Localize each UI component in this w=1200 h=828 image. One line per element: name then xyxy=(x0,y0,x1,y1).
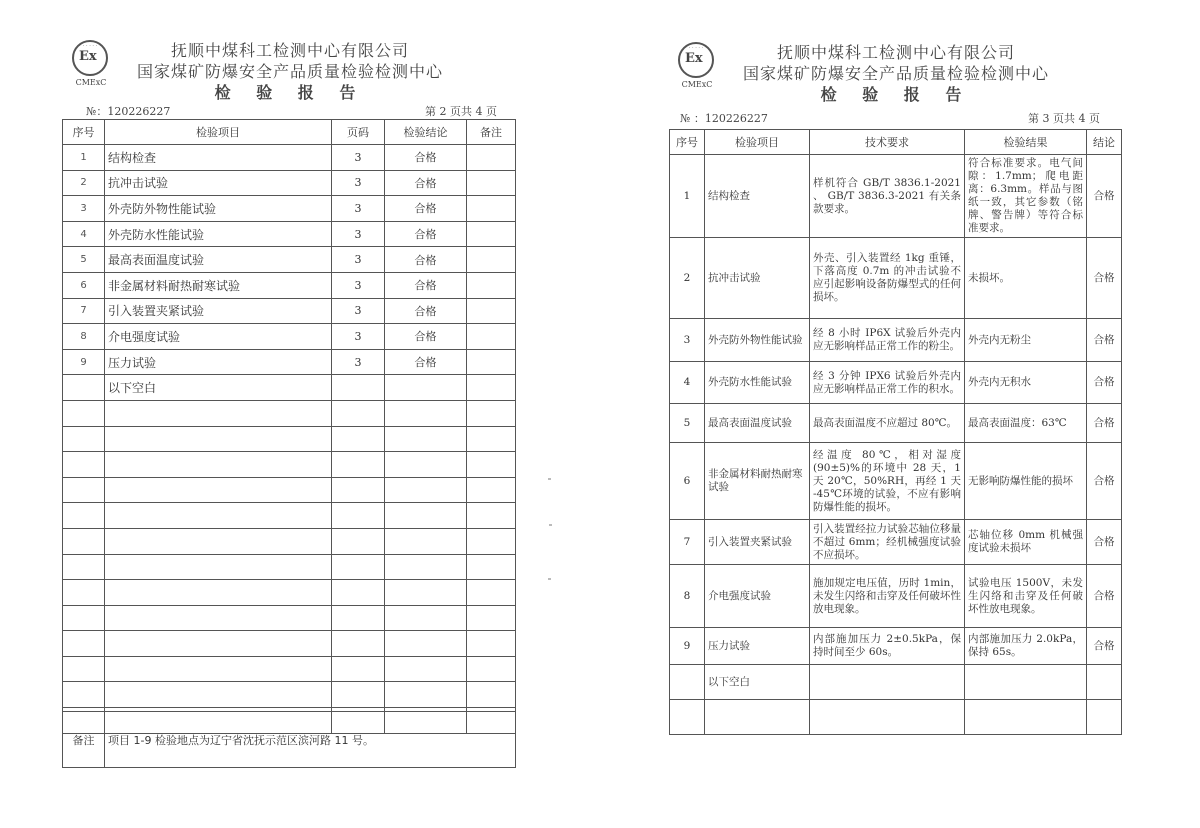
table-cell-remark xyxy=(467,528,516,554)
table-cell-item xyxy=(105,580,332,606)
table-cell-remark xyxy=(467,631,516,657)
table-cell-remark xyxy=(467,452,516,478)
table-cell-page: 3 xyxy=(332,247,385,273)
col-header: 检验项目 xyxy=(105,120,332,145)
table-cell-no xyxy=(670,665,705,700)
table-cell-conclusion xyxy=(385,605,467,631)
table-cell-item xyxy=(105,528,332,554)
table-cell-no: 5 xyxy=(670,404,705,443)
table-row xyxy=(63,247,516,273)
table-cell-item xyxy=(705,700,810,735)
table-cell-conclusion: 合格 xyxy=(385,272,467,298)
table-cell-page xyxy=(332,426,385,452)
table-cell-item xyxy=(105,503,332,529)
table-cell-page xyxy=(332,400,385,426)
table-cell-remark xyxy=(467,503,516,529)
table-row xyxy=(670,362,1122,404)
table-cell-conclusion: 合格 xyxy=(1087,155,1122,238)
table-row xyxy=(63,145,516,171)
detail-table xyxy=(669,129,1122,735)
table-cell-conclusion xyxy=(385,682,467,708)
table-row xyxy=(63,349,516,375)
table-cell-requirement xyxy=(810,665,965,700)
table-cell-conclusion xyxy=(385,477,467,503)
table-cell-item: 介电强度试验 xyxy=(705,565,810,628)
scan-speck xyxy=(548,578,551,580)
table-row xyxy=(670,565,1122,628)
table-row xyxy=(63,528,516,554)
table-cell-conclusion: 合格 xyxy=(1087,565,1122,628)
table-cell-conclusion xyxy=(385,375,467,401)
col-header: 结论 xyxy=(1087,130,1122,155)
table-cell-result xyxy=(965,665,1087,700)
table-cell-result: 无影响防爆性能的损坏 xyxy=(965,443,1087,520)
table-cell-no xyxy=(63,605,105,631)
table-cell-result: 外壳内无积水 xyxy=(965,362,1087,404)
table-cell-conclusion: 合格 xyxy=(1087,443,1122,520)
table-cell-item xyxy=(105,426,332,452)
table-cell-no xyxy=(63,554,105,580)
table-cell-item: 介电强度试验 xyxy=(105,324,332,350)
table-cell-item xyxy=(105,631,332,657)
table-cell-no: 5 xyxy=(63,247,105,273)
table-cell-remark xyxy=(467,400,516,426)
table-cell-result: 未损坏。 xyxy=(965,238,1087,319)
table-cell-result: 内部施加压力 2.0kPa，保持 65s。 xyxy=(965,628,1087,665)
table-cell-no xyxy=(63,656,105,682)
table-cell-conclusion xyxy=(1087,665,1122,700)
table-cell-page xyxy=(332,580,385,606)
table-cell-no: 7 xyxy=(63,298,105,324)
report-title: 检 验 报 告 xyxy=(820,85,972,104)
table-cell-no xyxy=(63,400,105,426)
table-cell-remark xyxy=(467,324,516,350)
table-cell-remark xyxy=(467,656,516,682)
report-title: 检 验 报 告 xyxy=(214,83,366,102)
table-cell-remark xyxy=(467,426,516,452)
table-cell-item: 外壳防外物性能试验 xyxy=(705,319,810,362)
table-cell-conclusion xyxy=(385,503,467,529)
table-row xyxy=(63,477,516,503)
table-cell-item xyxy=(105,477,332,503)
table-cell-remark xyxy=(467,298,516,324)
table-cell-page xyxy=(332,605,385,631)
table-cell-no: 9 xyxy=(670,628,705,665)
table-cell-no: 4 xyxy=(63,221,105,247)
table-row xyxy=(670,628,1122,665)
report-page-3 xyxy=(600,0,1200,828)
table-cell-item: 以下空白 xyxy=(105,375,332,401)
table-cell-conclusion: 合格 xyxy=(1087,520,1122,565)
table-cell-requirement: 经温度 80℃，相对湿度(90±5)%的环境中 28 天，1 天 20℃，50%RH，再经 1 天 -45℃环境的试验，不应有影响防爆性能的损坏。 xyxy=(810,443,965,520)
center-name: 国家煤矿防爆安全产品质量检验检测中心 xyxy=(742,64,1049,83)
table-cell-item: 外壳防水性能试验 xyxy=(705,362,810,404)
table-row xyxy=(63,375,516,401)
company-name: 抚顺中煤科工检测中心有限公司 xyxy=(776,43,1015,62)
table-row xyxy=(670,700,1122,735)
table-cell-remark xyxy=(467,170,516,196)
table-cell-no xyxy=(63,452,105,478)
company-name: 抚顺中煤科工检测中心有限公司 xyxy=(170,41,409,60)
table-header-row xyxy=(63,120,516,145)
table-cell-page: 3 xyxy=(332,196,385,222)
table-cell-conclusion: 合格 xyxy=(385,298,467,324)
table-cell-conclusion xyxy=(385,580,467,606)
ex-seal-icon: · · · · · Ex xyxy=(678,42,714,78)
table-cell-result: 外壳内无粉尘 xyxy=(965,319,1087,362)
table-cell-item: 引入装置夹紧试验 xyxy=(705,520,810,565)
table-cell-item: 非金属材料耐热耐寒试验 xyxy=(105,272,332,298)
table-cell-page xyxy=(332,682,385,708)
table-row xyxy=(63,298,516,324)
table-row xyxy=(670,155,1122,238)
logo-caption: CMExC xyxy=(681,80,713,89)
page-info: 第 2 页共 4 页 xyxy=(425,105,497,118)
page-info: 第 3 页共 4 页 xyxy=(1028,112,1100,125)
table-cell-no xyxy=(63,580,105,606)
table-cell-item xyxy=(105,452,332,478)
report-page-2 xyxy=(0,0,560,828)
table-cell-no: 9 xyxy=(63,349,105,375)
table-cell-no xyxy=(63,477,105,503)
table-cell-conclusion: 合格 xyxy=(1087,404,1122,443)
table-cell-page xyxy=(332,554,385,580)
table-cell-requirement: 最高表面温度不应超过 80℃。 xyxy=(810,404,965,443)
table-cell-conclusion: 合格 xyxy=(385,170,467,196)
table-cell-remark xyxy=(467,682,516,708)
table-row xyxy=(670,443,1122,520)
table-cell-item: 引入装置夹紧试验 xyxy=(105,298,332,324)
table-cell-conclusion: 合格 xyxy=(385,196,467,222)
table-row xyxy=(63,656,516,682)
table-cell-item xyxy=(105,400,332,426)
table-row xyxy=(63,221,516,247)
table-cell-no: 3 xyxy=(63,196,105,222)
col-header: 检验结论 xyxy=(385,120,467,145)
table-row xyxy=(670,404,1122,443)
col-header: 技术要求 xyxy=(810,130,965,155)
scan-speck xyxy=(549,524,552,526)
table-cell-requirement: 内部施加压力 2±0.5kPa，保持时间至少 60s。 xyxy=(810,628,965,665)
table-cell-item: 抗冲击试验 xyxy=(105,170,332,196)
table-row xyxy=(63,580,516,606)
table-cell-item: 抗冲击试验 xyxy=(705,238,810,319)
table-row xyxy=(63,426,516,452)
table-cell-conclusion: 合格 xyxy=(1087,238,1122,319)
table-cell-page: 3 xyxy=(332,170,385,196)
table-cell-requirement xyxy=(810,700,965,735)
page-header xyxy=(120,40,460,104)
table-cell-page: 3 xyxy=(332,324,385,350)
table-cell-conclusion xyxy=(385,426,467,452)
table-cell-page: 3 xyxy=(332,272,385,298)
table-cell-requirement: 施加规定电压值，历时 1min，未发生闪络和击穿及任何破坏性放电现象。 xyxy=(810,565,965,628)
table-cell-conclusion xyxy=(1087,700,1122,735)
table-row xyxy=(63,605,516,631)
table-cell-conclusion: 合格 xyxy=(1087,319,1122,362)
table-cell-remark xyxy=(467,554,516,580)
table-cell-page: 3 xyxy=(332,221,385,247)
table-cell-page xyxy=(332,503,385,529)
table-cell-no: 6 xyxy=(63,272,105,298)
table-cell-conclusion xyxy=(385,554,467,580)
notes-text: 项目 1-9 检验地点为辽宁省沈抚示范区滨河路 11 号。 xyxy=(105,712,516,768)
table-cell-no: 1 xyxy=(670,155,705,238)
table-row xyxy=(63,324,516,350)
table-cell-item: 外壳防水性能试验 xyxy=(105,221,332,247)
table-row xyxy=(63,554,516,580)
table-cell-no: 6 xyxy=(670,443,705,520)
table-cell-page xyxy=(332,375,385,401)
table-cell-page xyxy=(332,452,385,478)
col-header: 序号 xyxy=(670,130,705,155)
col-header: 页码 xyxy=(332,120,385,145)
table-cell-conclusion: 合格 xyxy=(385,247,467,273)
table-cell-item: 外壳防外物性能试验 xyxy=(105,196,332,222)
table-cell-page xyxy=(332,528,385,554)
page-header xyxy=(726,42,1066,106)
table-cell-page: 3 xyxy=(332,298,385,324)
table-cell-result: 芯轴位移 0mm 机械强度试验未损坏 xyxy=(965,520,1087,565)
table-cell-remark xyxy=(467,196,516,222)
table-cell-conclusion xyxy=(385,400,467,426)
table-cell-no: 8 xyxy=(670,565,705,628)
table-cell-result: 符合标准要求。电气间隙：1.7mm；爬电距离：6.3mm。样品与图纸一致，其它参数（铭牌、警告牌）等符合标准要求。 xyxy=(965,155,1087,238)
col-header: 备注 xyxy=(467,120,516,145)
table-cell-conclusion: 合格 xyxy=(385,221,467,247)
table-cell-no: 7 xyxy=(670,520,705,565)
table-cell-requirement: 经 8 小时 IP6X 试验后外壳内应无影响样品正常工作的粉尘。 xyxy=(810,319,965,362)
scan-speck xyxy=(548,478,551,480)
table-cell-item: 最高表面温度试验 xyxy=(705,404,810,443)
table-cell-page: 3 xyxy=(332,349,385,375)
table-row xyxy=(63,452,516,478)
cmexc-logo xyxy=(62,40,122,96)
table-cell-no: 3 xyxy=(670,319,705,362)
table-cell-conclusion xyxy=(385,452,467,478)
report-number: № ：120226227 xyxy=(680,112,768,125)
table-cell-item: 最高表面温度试验 xyxy=(105,247,332,273)
summary-table xyxy=(62,119,516,734)
table-cell-item xyxy=(105,554,332,580)
table-cell-requirement: 外壳、引入装置经 1kg 重锤，下落高度 0.7m 的冲击试验不应引起影响设备防爆型式的任何损坏。 xyxy=(810,238,965,319)
table-row xyxy=(63,631,516,657)
table-cell-remark xyxy=(467,247,516,273)
table-cell-conclusion: 合格 xyxy=(1087,628,1122,665)
table-cell-remark xyxy=(467,145,516,171)
table-cell-remark xyxy=(467,221,516,247)
table-row xyxy=(670,319,1122,362)
logo-caption: CMExC xyxy=(75,78,107,87)
notes-label: 备注 xyxy=(63,712,105,768)
table-cell-result: 试验电压 1500V，未发生闪络和击穿及任何破坏性放电现象。 xyxy=(965,565,1087,628)
col-header: 检验项目 xyxy=(705,130,810,155)
table-row xyxy=(670,238,1122,319)
table-cell-conclusion xyxy=(385,656,467,682)
table-cell-item xyxy=(105,605,332,631)
table-cell-no: 2 xyxy=(670,238,705,319)
table-cell-no xyxy=(63,503,105,529)
table-row xyxy=(670,665,1122,700)
table-cell-item xyxy=(105,682,332,708)
table-row xyxy=(63,503,516,529)
table-cell-requirement: 样机符合 GB/T 3836.1-2021 、 GB/T 3836.3-2021 有关条款要求。 xyxy=(810,155,965,238)
table-cell-remark xyxy=(467,375,516,401)
center-name: 国家煤矿防爆安全产品质量检验检测中心 xyxy=(136,62,443,81)
table-cell-no: 2 xyxy=(63,170,105,196)
table-cell-no: 4 xyxy=(670,362,705,404)
table-cell-conclusion: 合格 xyxy=(385,145,467,171)
table-header-row xyxy=(670,130,1122,155)
table-cell-conclusion xyxy=(385,528,467,554)
table-cell-page xyxy=(332,477,385,503)
table-cell-remark xyxy=(467,605,516,631)
table-cell-requirement: 经 3 分钟 IPX6 试验后外壳内应无影响样品正常工作的积水。 xyxy=(810,362,965,404)
table-cell-no: 8 xyxy=(63,324,105,350)
table-cell-remark xyxy=(467,580,516,606)
table-cell-conclusion xyxy=(385,631,467,657)
table-cell-item: 结构检查 xyxy=(105,145,332,171)
table-cell-page: 3 xyxy=(332,145,385,171)
table-cell-conclusion: 合格 xyxy=(385,349,467,375)
table-cell-no xyxy=(63,426,105,452)
table-row xyxy=(63,400,516,426)
table-cell-page xyxy=(332,631,385,657)
notes-table xyxy=(62,711,516,768)
table-cell-item: 非金属材料耐热耐寒试验 xyxy=(705,443,810,520)
table-row xyxy=(670,520,1122,565)
ex-seal-icon: · · · · · Ex xyxy=(72,40,108,76)
table-row xyxy=(63,682,516,708)
report-number: №：120226227 xyxy=(86,105,171,118)
cmexc-logo xyxy=(668,42,728,98)
table-cell-remark xyxy=(467,349,516,375)
table-cell-remark xyxy=(467,272,516,298)
table-cell-conclusion: 合格 xyxy=(1087,362,1122,404)
table-cell-item: 压力试验 xyxy=(105,349,332,375)
table-cell-item: 以下空白 xyxy=(705,665,810,700)
table-cell-result: 最高表面温度：63℃ xyxy=(965,404,1087,443)
col-header: 序号 xyxy=(63,120,105,145)
table-cell-no xyxy=(63,375,105,401)
table-cell-no: 1 xyxy=(63,145,105,171)
col-header: 检验结果 xyxy=(965,130,1087,155)
table-cell-page xyxy=(332,656,385,682)
table-row xyxy=(63,196,516,222)
table-cell-no xyxy=(63,631,105,657)
table-cell-item xyxy=(105,656,332,682)
table-cell-conclusion: 合格 xyxy=(385,324,467,350)
table-row xyxy=(63,170,516,196)
table-cell-requirement: 引入装置经拉力试验芯轴位移量不超过 6mm；经机械强度试验不应损坏。 xyxy=(810,520,965,565)
table-cell-result xyxy=(965,700,1087,735)
table-cell-no xyxy=(670,700,705,735)
table-row xyxy=(63,272,516,298)
table-cell-item: 结构检查 xyxy=(705,155,810,238)
table-cell-item: 压力试验 xyxy=(705,628,810,665)
table-cell-no xyxy=(63,528,105,554)
table-cell-no xyxy=(63,682,105,708)
table-cell-remark xyxy=(467,477,516,503)
